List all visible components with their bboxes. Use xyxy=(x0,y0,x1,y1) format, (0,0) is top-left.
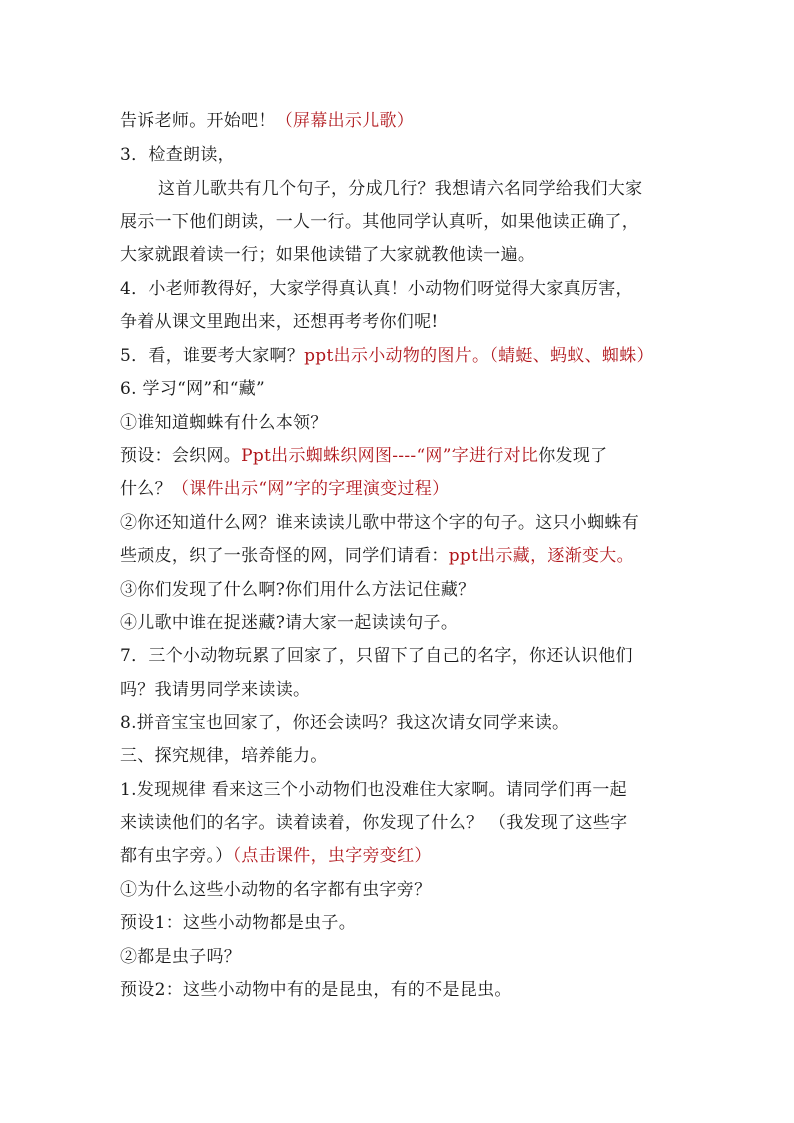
text-line: ②都是虫子吗？ xyxy=(120,947,242,967)
text-line: 7．三个小动物玩累了回家了，只留下了自己的名字，你还认识他们 xyxy=(120,646,633,666)
text-line: 展示一下他们朗读，一人一行。其他同学认真听，如果他读正确了， xyxy=(120,212,639,232)
text-line: 都有虫字旁。）（点击课件，虫字旁变红） xyxy=(120,846,432,866)
text-line: 预设2：这些小动物中有的是昆虫，有的不是昆虫。 xyxy=(120,980,512,1000)
text-line: 什么？（课件出示“网”字的字理演变过程） xyxy=(120,479,450,499)
text-line: 6. 学习“网”和“藏” xyxy=(120,379,265,399)
text-line: 3．检查朗读， xyxy=(120,145,235,165)
text-line: 些顽皮，织了一张奇怪的网，同学们请看：ppt出示藏，逐渐变大。 xyxy=(120,546,634,566)
text-line: ④儿歌中谁在捉迷藏?请大家一起读读句子。 xyxy=(120,613,459,633)
text-line: 吗？我请男同学来读读。 xyxy=(120,680,311,700)
text-line: 来读读他们的名字。读着读着，你发现了什么？ （我发现了这些字 xyxy=(120,813,628,833)
text-line: 告诉老师。开始吧！（屏幕出示儿歌） xyxy=(120,111,415,131)
text-line: 5．看，谁要考大家啊？ppt出示小动物的图片。（蜻蜓、蚂蚁、蜘蛛） xyxy=(120,346,654,366)
text-line: 8.拼音宝宝也回家了，你还会读吗？我这次请女同学来读。 xyxy=(120,713,570,733)
text-line: ③你们发现了什么啊?你们用什么方法记住藏？ xyxy=(120,580,476,600)
text-line: 4．小老师教得好，大家学得真认真！小动物们呀觉得大家真厉害， xyxy=(120,279,633,299)
text-line: 预设1：这些小动物都是虫子。 xyxy=(120,913,357,933)
section-heading: 三、探究规律，培养能力。 xyxy=(120,746,328,766)
text-line: ①谁知道蜘蛛有什么本领？ xyxy=(120,413,328,433)
text-line: 大家就跟着读一行；如果他读错了大家就教他读一遍。 xyxy=(120,245,536,265)
text-line: 1.发现规律 看来这三个小动物们也没难住大家啊。请同学们再一起 xyxy=(120,780,627,800)
text-line: ②你还知道什么网？谁来读读儿歌中带这个字的句子。这只小蜘蛛有 xyxy=(120,513,639,533)
text-line: ①为什么这些小动物的名字都有虫字旁？ xyxy=(120,880,432,900)
text-line: 这首儿歌共有几个句子，分成几行？我想请六名同学给我们大家 xyxy=(158,179,643,199)
text-line: 预设：会织网。Ppt出示蜘蛛织网图----“网”字进行对比你发现了 xyxy=(120,446,608,466)
text-line: 争着从课文里跑出来，还想再考考你们呢! xyxy=(120,312,439,332)
